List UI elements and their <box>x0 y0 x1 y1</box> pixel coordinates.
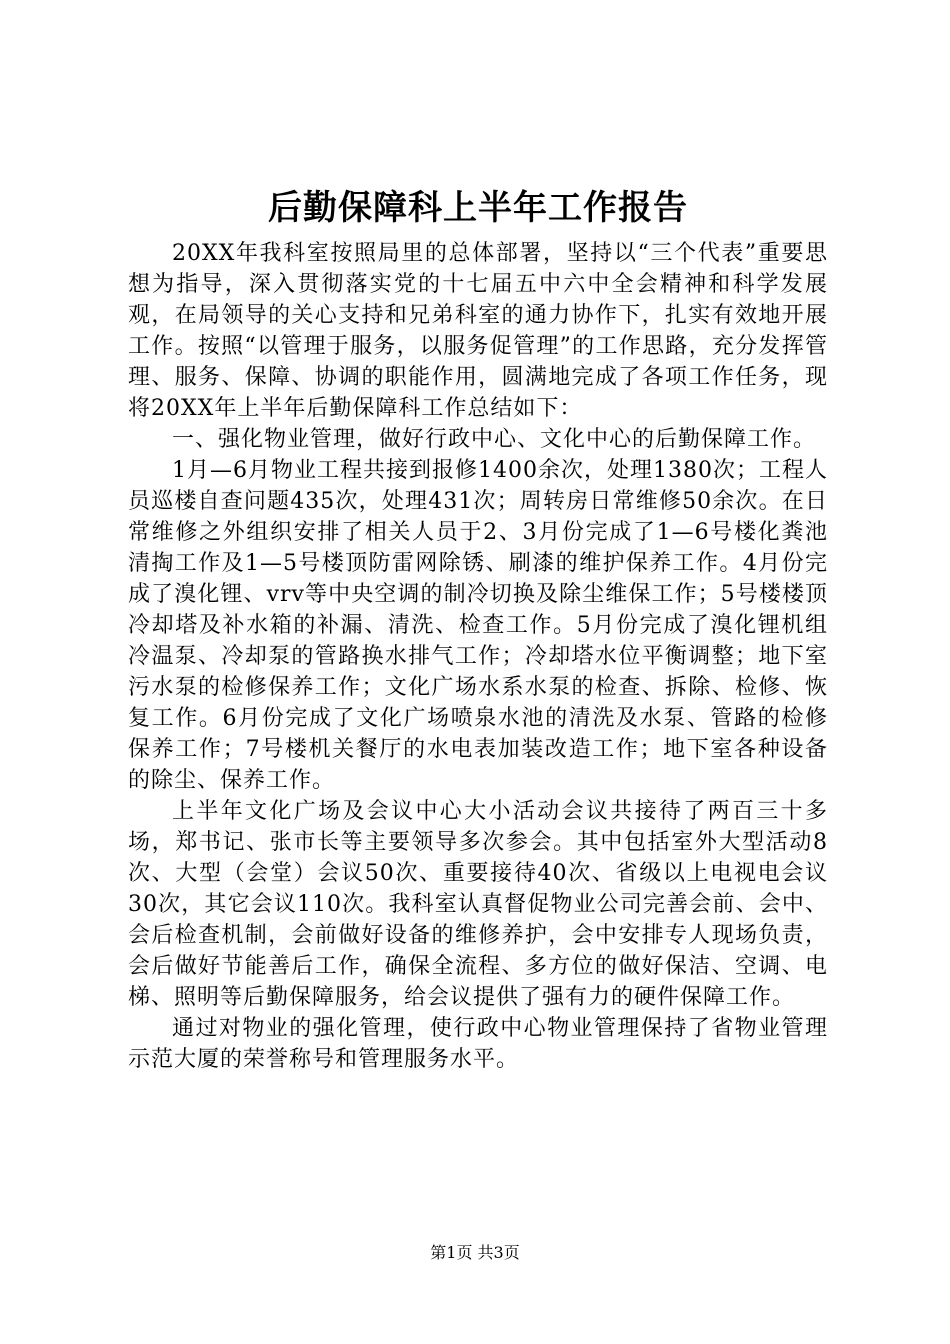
page-footer: 第1页 共3页 <box>430 1243 520 1262</box>
paragraph-maintenance: 1月—6月物业工程共接到报修1400余次，处理1380次；工程人员巡楼自查问题435次，处理431次；周转房日常维修50余次。在日常维修之外组织安排了相关人员于2、3月份完成了1—6号楼化粪池清掏工作及1—5号楼顶防雷网除锈、刷漆的维护保养工作。4月份完成了溴化锂、vrv等中央空调的制冷切换及除尘维保工作；5号楼楼顶冷却塔及补水箱的补漏、清洗、检查工作。5月份完成了溴化锂机组冷温泵、冷却泵的管路换水排气工作；冷却塔水位平衡调整；地下室污水泵的检修保养工作；文化广场水系水泵的检查、拆除、检修、恢复工作。6月份完成了文化广场喷泉水池的清洗及水泵、管路的检修保养工作；7号楼机关餐厅的水电表加装改造工作；地下室各种设备的除尘、保养工作。 <box>128 458 828 793</box>
paragraph-intro: 20XX年我科室按照局里的总体部署，坚持以“三个代表”重要思想为指导，深入贯彻落实党的十七届五中六中全会精神和科学发展观，在局领导的关心支持和兄弟科室的通力协作下，扎实有效地开展工作。按照“以管理于服务，以服务促管理”的工作思路，充分发挥管理、服务、保障、协调的职能作用，圆满地完成了各项工作任务，现将20XX年上半年后勤保障科工作总结如下： <box>128 241 828 421</box>
paragraph-meetings: 上半年文化广场及会议中心大小活动会议共接待了两百三十多场，郑书记、张市长等主要领导多次参会。其中包括室外大型活动8次、大型（会堂）会议50次、重要接待40次、省级以上电视电会议30次，其它会议110次。我科室认真督促物业公司完善会前、会中、会后检查机制，会前做好设备的维修养护，会中安排专人现场负责，会后做好节能善后工作，确保全流程、多方位的做好保洁、空调、电梯、照明等后勤保障服务，给会议提供了强有力的硬件保障工作。 <box>128 799 828 1010</box>
paragraph-section-heading: 一、强化物业管理，做好行政中心、文化中心的后勤保障工作。 <box>172 427 817 452</box>
document-body <box>128 186 828 1075</box>
paragraph-conclusion: 通过对物业的强化管理，使行政中心物业管理保持了省物业管理示范大厦的荣誉称号和管理服务水平。 <box>128 1016 828 1072</box>
document-title: 后勤保障科上半年工作报告 <box>268 188 688 228</box>
